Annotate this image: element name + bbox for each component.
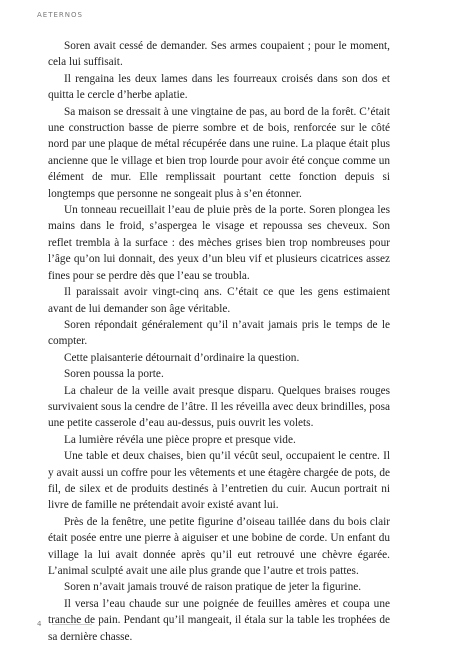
paragraph: Il versa l’eau chaude sur une poignée de feuilles amères et coupa une tranche de pain. Pendant qu’il mangeait, il étala sur la table les trophées de sa dernière chasse. bbox=[48, 597, 390, 643]
paragraph: Soren avait cessé de demander. Ses armes coupaient ; pour le moment, cela lui suffisait. bbox=[48, 40, 390, 69]
paragraph: La chaleur de la veille avait presque disparu. Quelques braises rouges survivaient sous la cendre de l’âtre. Il les réveilla avec deux brindilles, posa une petite casserole d’eau au-dessus, puis ouvrit les volets. bbox=[48, 384, 390, 430]
paragraph: Il rengaina les deux lames dans les fourreaux croisés dans son dos et quitta le cercle d’herbe aplatie. bbox=[48, 72, 390, 102]
running-head: AETERNOS bbox=[37, 11, 83, 19]
paragraph: Soren répondait généralement qu’il n’avait jamais pris le temps de le compter. bbox=[48, 318, 390, 348]
paragraph: Sa maison se dressait à une vingtaine de pas, au bord de la forêt. C’était une construction basse de pierre sombre et de bois, renforcée sur le côté nord par une plaque de métal récupérée dans une ruine. La plaque était plus ancienne que le village et bien trop lourde pour avoir été conçue comme un élément de mur. Elle remplissait pourtant cette fonction depuis si longtemps que personne ne songeait plus à s’en étonner. bbox=[48, 105, 390, 200]
paragraph: Il paraissait avoir vingt-cinq ans. C’était ce que les gens estimaient avant de lui demander son âge véritable. bbox=[48, 286, 390, 315]
page-number: 4 bbox=[37, 620, 42, 628]
paragraph: Soren poussa la porte. bbox=[64, 368, 164, 381]
paragraph: Cette plaisanterie détournait d’ordinaire la question. bbox=[64, 351, 300, 364]
body-text bbox=[48, 38, 390, 645]
paragraph: Près de la fenêtre, une petite figurine d’oiseau taillée dans du bois clair était posée entre une pierre à aiguiser et une bobine de corde. Un enfant du village la lui avait donnée après qu’il eut retrouvé une chèvre égarée. L’animal sculpté avait une aile plus grande que l’autre et trois pattes. bbox=[48, 515, 390, 577]
footer-rule bbox=[52, 624, 92, 625]
paragraph: Un tonneau recueillait l’eau de pluie près de la porte. Soren plongea les mains dans le froid, s’aspergea le visage et repoussa ses cheveux. Son reflet trembla à la surface : des mèches grises bien trop nombreuses pour l’âge qu’on lui donnait, des yeux d’un bleu vif et plusieurs cicatrices assez fines pour se perdre dès que l’eau se troubla. bbox=[48, 204, 390, 282]
paragraph: Une table et deux chaises, bien qu’il vécût seul, occupaient le centre. Il y avait aussi un coffre pour les vêtements et une étagère chargée de pots, de fil, de silex et de produits destinés à l’entretien du cuir. Aucun portrait ni livre de famille ne prétendait avoir existé avant lui. bbox=[48, 450, 390, 512]
paragraph: Soren n’avait jamais trouvé de raison pratique de jeter la figurine. bbox=[64, 581, 362, 594]
paragraph: La lumière révéla une pièce propre et presque vide. bbox=[64, 433, 296, 446]
